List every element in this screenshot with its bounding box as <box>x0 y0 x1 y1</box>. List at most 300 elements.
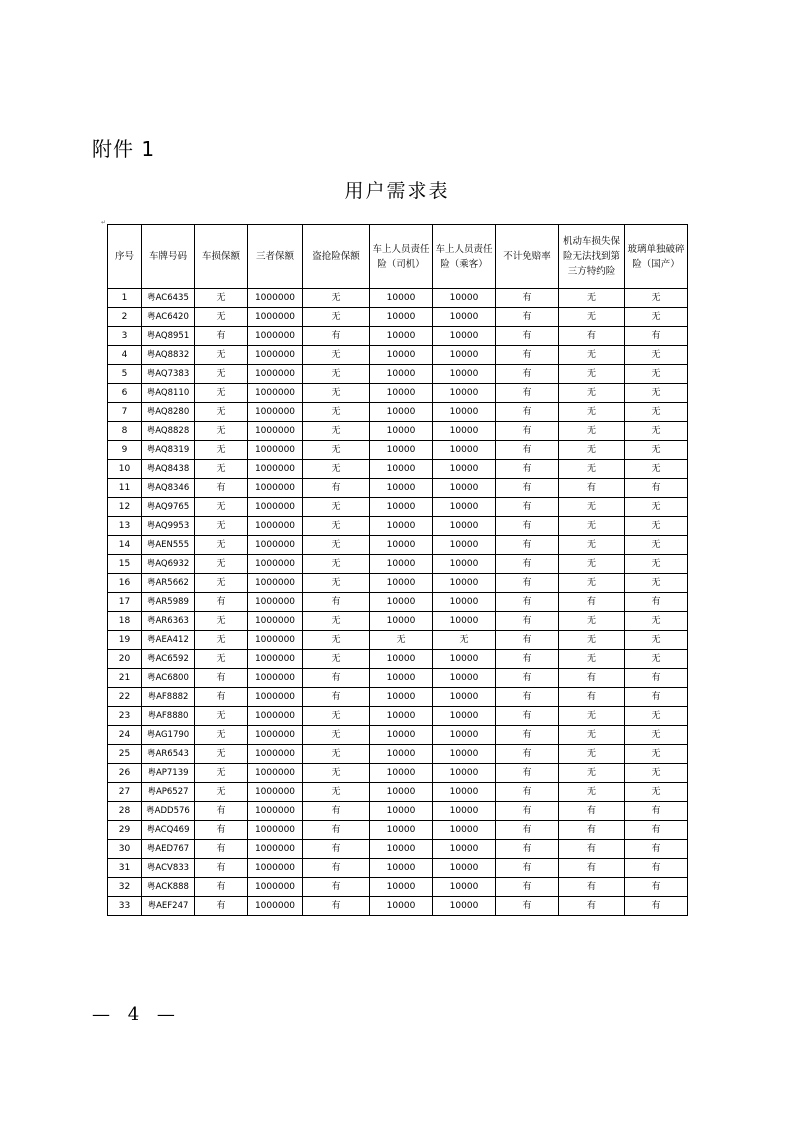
table-cell: 17 <box>108 593 142 612</box>
table-cell: 无 <box>195 707 248 726</box>
table-cell: 粤AP6527 <box>142 783 195 802</box>
table-cell: 6 <box>108 384 142 403</box>
table-cell: 10000 <box>433 745 496 764</box>
table-cell: 10000 <box>370 498 433 517</box>
column-header: 不计免赔率 <box>496 225 559 289</box>
table-cell: 8 <box>108 422 142 441</box>
table-cell: 10000 <box>370 650 433 669</box>
table-row <box>108 783 688 802</box>
table-cell: 2 <box>108 308 142 327</box>
table-cell: 无 <box>625 612 688 631</box>
table-cell: 无 <box>303 517 370 536</box>
table-cell: 21 <box>108 669 142 688</box>
table-cell: 无 <box>303 403 370 422</box>
table-cell: 无 <box>625 365 688 384</box>
table-cell: 有 <box>496 821 559 840</box>
table-row <box>108 726 688 745</box>
table-row <box>108 574 688 593</box>
table-cell: 有 <box>496 707 559 726</box>
table-cell: 1 <box>108 289 142 308</box>
table-cell: 有 <box>303 821 370 840</box>
table-cell: 1000000 <box>248 308 303 327</box>
table-cell: 10000 <box>433 878 496 897</box>
table-row <box>108 422 688 441</box>
table-cell: 无 <box>559 536 625 555</box>
table-cell: 10000 <box>433 840 496 859</box>
table-cell: 10000 <box>370 878 433 897</box>
table-cell: 1000000 <box>248 631 303 650</box>
table-cell: 10000 <box>433 821 496 840</box>
table-row <box>108 878 688 897</box>
table-cell: 10000 <box>370 802 433 821</box>
table-cell: 10000 <box>433 859 496 878</box>
table-cell: 10000 <box>433 650 496 669</box>
table-cell: 10000 <box>433 536 496 555</box>
table-cell: 有 <box>559 669 625 688</box>
table-cell: 24 <box>108 726 142 745</box>
table-cell: 无 <box>559 365 625 384</box>
table-cell: 粤AQ8832 <box>142 346 195 365</box>
table-cell: 有 <box>496 631 559 650</box>
table-cell: 有 <box>496 365 559 384</box>
table-cell: 有 <box>195 802 248 821</box>
table-cell: 无 <box>559 289 625 308</box>
table-cell: 有 <box>195 878 248 897</box>
table-cell: 无 <box>303 365 370 384</box>
table-cell: 1000000 <box>248 403 303 422</box>
table-cell: 粤AP7139 <box>142 764 195 783</box>
table-cell: 无 <box>559 498 625 517</box>
table-cell: 无 <box>195 441 248 460</box>
table-cell: 10000 <box>433 441 496 460</box>
table-row <box>108 346 688 365</box>
column-header: 序号 <box>108 225 142 289</box>
table-cell: 有 <box>496 422 559 441</box>
table-cell: 有 <box>303 859 370 878</box>
table-cell: 粤AQ9953 <box>142 517 195 536</box>
table-cell: 26 <box>108 764 142 783</box>
table-row <box>108 802 688 821</box>
table-cell: 有 <box>559 878 625 897</box>
table-row <box>108 764 688 783</box>
table-cell: 1000000 <box>248 745 303 764</box>
table-cell: 1000000 <box>248 878 303 897</box>
column-header: 车上人员责任险（司机） <box>370 225 433 289</box>
table-cell: 10000 <box>370 441 433 460</box>
table-cell: 10000 <box>370 726 433 745</box>
table-cell: 1000000 <box>248 441 303 460</box>
table-cell: 粤AQ8110 <box>142 384 195 403</box>
table-cell: 10000 <box>370 384 433 403</box>
table-cell: 有 <box>496 669 559 688</box>
table-cell: 无 <box>195 308 248 327</box>
column-header: 盗抢险保额 <box>303 225 370 289</box>
table-cell: 无 <box>303 308 370 327</box>
table-cell: 10000 <box>433 479 496 498</box>
table-cell: 10000 <box>370 346 433 365</box>
table-row <box>108 289 688 308</box>
table-cell: 1000000 <box>248 327 303 346</box>
table-cell: 无 <box>625 555 688 574</box>
table-row <box>108 555 688 574</box>
table-cell: 有 <box>496 460 559 479</box>
table-cell: 无 <box>625 726 688 745</box>
table-cell: 30 <box>108 840 142 859</box>
table-cell: 无 <box>559 517 625 536</box>
table-cell: 无 <box>625 498 688 517</box>
table-cell: 粤AR6363 <box>142 612 195 631</box>
table-row <box>108 840 688 859</box>
table-cell: 10000 <box>433 517 496 536</box>
table-cell: 有 <box>625 840 688 859</box>
table-cell: 有 <box>496 536 559 555</box>
table-cell: 粤AQ7383 <box>142 365 195 384</box>
table-cell: 有 <box>496 403 559 422</box>
table-cell: 1000000 <box>248 650 303 669</box>
table-cell: 有 <box>195 327 248 346</box>
table-cell: 无 <box>625 346 688 365</box>
table-cell: 有 <box>559 327 625 346</box>
table-cell: 无 <box>303 764 370 783</box>
table-cell: 1000000 <box>248 593 303 612</box>
table-cell: 有 <box>496 612 559 631</box>
table-cell: 10000 <box>370 555 433 574</box>
table-cell: 无 <box>303 631 370 650</box>
table-row <box>108 498 688 517</box>
table-cell: 10000 <box>370 688 433 707</box>
table-cell: 有 <box>625 821 688 840</box>
table-cell: 12 <box>108 498 142 517</box>
table-cell: 10000 <box>433 612 496 631</box>
table-cell: 有 <box>496 783 559 802</box>
table-cell: 有 <box>496 688 559 707</box>
table-cell: 无 <box>559 346 625 365</box>
table-cell: 有 <box>625 593 688 612</box>
table-cell: 无 <box>559 460 625 479</box>
table-cell: 10000 <box>433 422 496 441</box>
table-cell: 10000 <box>370 289 433 308</box>
table-cell: 有 <box>496 840 559 859</box>
table-row <box>108 479 688 498</box>
table-cell: 1000000 <box>248 669 303 688</box>
table-cell: 有 <box>625 327 688 346</box>
page-number: — 4 — <box>92 1004 181 1025</box>
table-cell: 10000 <box>370 707 433 726</box>
table-cell: 有 <box>303 669 370 688</box>
table-cell: 无 <box>559 783 625 802</box>
table-cell: 粤AQ8346 <box>142 479 195 498</box>
table-cell: 无 <box>559 384 625 403</box>
table-cell: 无 <box>625 536 688 555</box>
table-cell: 无 <box>625 631 688 650</box>
table-cell: 无 <box>303 441 370 460</box>
table-cell: 有 <box>496 384 559 403</box>
table-row <box>108 365 688 384</box>
table-cell: 有 <box>625 802 688 821</box>
table-cell: 有 <box>496 859 559 878</box>
table-cell: 有 <box>496 346 559 365</box>
table-cell: 有 <box>496 764 559 783</box>
table-cell: 无 <box>195 517 248 536</box>
table-cell: 10000 <box>433 308 496 327</box>
table-cell: 无 <box>625 650 688 669</box>
table-cell: 31 <box>108 859 142 878</box>
column-header: 玻璃单独破碎险（国产） <box>625 225 688 289</box>
table-cell: 无 <box>195 346 248 365</box>
table-cell: 粤AEN555 <box>142 536 195 555</box>
table-cell: 无 <box>303 289 370 308</box>
table-cell: 27 <box>108 783 142 802</box>
table-cell: 1000000 <box>248 517 303 536</box>
table-cell: 18 <box>108 612 142 631</box>
table-cell: 无 <box>559 441 625 460</box>
table-cell: 无 <box>303 707 370 726</box>
table-cell: 9 <box>108 441 142 460</box>
table-cell: 有 <box>496 479 559 498</box>
table-cell: 1000000 <box>248 612 303 631</box>
table-cell: 无 <box>559 745 625 764</box>
table-row <box>108 821 688 840</box>
table-cell: 1000000 <box>248 840 303 859</box>
table-cell: 有 <box>625 878 688 897</box>
table-cell: 10000 <box>433 707 496 726</box>
table-cell: 1000000 <box>248 802 303 821</box>
table-cell: 1000000 <box>248 460 303 479</box>
table-cell: 10000 <box>370 365 433 384</box>
table-cell: 无 <box>303 574 370 593</box>
table-cell: 10000 <box>433 764 496 783</box>
table-cell: 10000 <box>370 536 433 555</box>
table-cell: 无 <box>195 460 248 479</box>
table-cell: 1000000 <box>248 764 303 783</box>
table-cell: 无 <box>625 707 688 726</box>
table-cell: 无 <box>625 289 688 308</box>
table-cell: 粤AC6435 <box>142 289 195 308</box>
table-cell: 无 <box>625 308 688 327</box>
table-cell: 无 <box>195 745 248 764</box>
table-cell: 无 <box>559 308 625 327</box>
table-cell: 无 <box>303 555 370 574</box>
table-cell: 1000000 <box>248 859 303 878</box>
table-cell: 粤AQ8280 <box>142 403 195 422</box>
table-cell: 10000 <box>370 783 433 802</box>
table-cell: 10000 <box>433 403 496 422</box>
table-cell: 10000 <box>370 764 433 783</box>
table-cell: 无 <box>625 517 688 536</box>
table-cell: 有 <box>195 821 248 840</box>
table-cell: 粤AQ6932 <box>142 555 195 574</box>
table-cell: 无 <box>303 498 370 517</box>
table-cell: 7 <box>108 403 142 422</box>
table-row <box>108 536 688 555</box>
table-cell: 无 <box>195 422 248 441</box>
table-cell: 粤AR6543 <box>142 745 195 764</box>
table-cell: 10000 <box>370 669 433 688</box>
table-cell: 粤AEA412 <box>142 631 195 650</box>
table-cell: 有 <box>559 688 625 707</box>
table-cell: 11 <box>108 479 142 498</box>
table-cell: 无 <box>303 346 370 365</box>
table-cell: 1000000 <box>248 536 303 555</box>
table-cell: 有 <box>195 669 248 688</box>
table-cell: 粤AQ8951 <box>142 327 195 346</box>
table-cell: 1000000 <box>248 707 303 726</box>
table-cell: 有 <box>559 840 625 859</box>
table-cell: 13 <box>108 517 142 536</box>
table-cell: 无 <box>625 422 688 441</box>
table-cell: 10000 <box>370 574 433 593</box>
table-cell: 有 <box>559 802 625 821</box>
table-cell: 无 <box>195 403 248 422</box>
table-cell: 19 <box>108 631 142 650</box>
table-row <box>108 517 688 536</box>
table-row <box>108 707 688 726</box>
table-cell: 无 <box>195 574 248 593</box>
table-cell: 10000 <box>370 821 433 840</box>
paragraph-mark: ↵ <box>101 219 107 226</box>
table-cell: 无 <box>559 650 625 669</box>
table-cell: 无 <box>303 384 370 403</box>
table-cell: 无 <box>195 726 248 745</box>
table-cell: 无 <box>303 536 370 555</box>
table-cell: 10000 <box>433 555 496 574</box>
table-row <box>108 460 688 479</box>
table-cell: 无 <box>303 745 370 764</box>
table-cell: 10000 <box>433 346 496 365</box>
table-cell: 10000 <box>433 498 496 517</box>
table-cell: 粤AF8880 <box>142 707 195 726</box>
table-cell: 有 <box>559 593 625 612</box>
table-cell: 有 <box>496 289 559 308</box>
table-cell: 有 <box>195 859 248 878</box>
table-cell: 1000000 <box>248 384 303 403</box>
table-cell: 有 <box>303 593 370 612</box>
table-row <box>108 403 688 422</box>
table-cell: 4 <box>108 346 142 365</box>
table-cell: 无 <box>625 384 688 403</box>
table-cell: 10000 <box>433 802 496 821</box>
table-row <box>108 859 688 878</box>
table-cell: 无 <box>195 631 248 650</box>
table-cell: 10000 <box>370 612 433 631</box>
table-cell: 粤AQ8319 <box>142 441 195 460</box>
table-cell: 有 <box>496 308 559 327</box>
table-cell: 有 <box>303 897 370 916</box>
table-cell: 29 <box>108 821 142 840</box>
table-row <box>108 384 688 403</box>
table-cell: 粤AC6592 <box>142 650 195 669</box>
table-cell: 粤AR5989 <box>142 593 195 612</box>
table-body <box>108 289 688 916</box>
column-header: 三者保额 <box>248 225 303 289</box>
table-cell: 22 <box>108 688 142 707</box>
table-cell: 10000 <box>370 403 433 422</box>
table-cell: 无 <box>195 783 248 802</box>
table-cell: 1000000 <box>248 346 303 365</box>
table-cell: 16 <box>108 574 142 593</box>
table-cell: 无 <box>559 764 625 783</box>
table-cell: 无 <box>303 783 370 802</box>
table-cell: 有 <box>496 555 559 574</box>
table-cell: 粤AED767 <box>142 840 195 859</box>
column-header: 车上人员责任险（乘客） <box>433 225 496 289</box>
table-cell: 无 <box>195 498 248 517</box>
table-cell: 有 <box>303 878 370 897</box>
table-cell: 1000000 <box>248 498 303 517</box>
table-cell: 无 <box>303 422 370 441</box>
table-cell: 有 <box>303 688 370 707</box>
table-cell: 无 <box>559 612 625 631</box>
table-cell: 1000000 <box>248 289 303 308</box>
table-cell: 粤AQ8828 <box>142 422 195 441</box>
table-cell: 有 <box>625 688 688 707</box>
table-cell: 10000 <box>370 745 433 764</box>
table-cell: 10000 <box>433 897 496 916</box>
table-cell: 1000000 <box>248 422 303 441</box>
table-cell: 无 <box>559 631 625 650</box>
table-cell: 无 <box>303 650 370 669</box>
table-cell: 无 <box>625 441 688 460</box>
table-cell: 有 <box>496 650 559 669</box>
table-cell: 粤ACQ469 <box>142 821 195 840</box>
table-cell: 无 <box>559 403 625 422</box>
table-cell: 10000 <box>433 289 496 308</box>
table-cell: 32 <box>108 878 142 897</box>
page-title: 用户需求表 <box>344 180 450 202</box>
table-cell: 无 <box>625 460 688 479</box>
table-cell: 有 <box>496 897 559 916</box>
table-cell: 无 <box>303 612 370 631</box>
table-row <box>108 308 688 327</box>
table-cell: 无 <box>559 707 625 726</box>
table-cell: 10000 <box>433 460 496 479</box>
table-cell: 粤AG1790 <box>142 726 195 745</box>
table-cell: 10000 <box>370 308 433 327</box>
table-cell: 有 <box>496 517 559 536</box>
table-cell: 无 <box>625 764 688 783</box>
table-cell: 10000 <box>370 593 433 612</box>
table-cell: 1000000 <box>248 726 303 745</box>
table-cell: 无 <box>195 650 248 669</box>
table-cell: 无 <box>195 555 248 574</box>
table-cell: 10000 <box>433 783 496 802</box>
table-cell: 有 <box>195 593 248 612</box>
table-cell: 1000000 <box>248 821 303 840</box>
table-row <box>108 612 688 631</box>
table-cell: 10000 <box>433 726 496 745</box>
table-row <box>108 745 688 764</box>
table-cell: 1000000 <box>248 479 303 498</box>
table-cell: 10000 <box>370 859 433 878</box>
table-row <box>108 593 688 612</box>
table-row <box>108 688 688 707</box>
table-cell: 有 <box>559 897 625 916</box>
table-cell: 1000000 <box>248 897 303 916</box>
table-cell: 15 <box>108 555 142 574</box>
table-cell: 无 <box>625 783 688 802</box>
table-cell: 无 <box>625 574 688 593</box>
attachment-label: 附件 1 <box>92 137 156 161</box>
table-cell: 10000 <box>433 365 496 384</box>
table-cell: 有 <box>559 859 625 878</box>
table-cell: 有 <box>303 840 370 859</box>
table-cell: 10000 <box>370 840 433 859</box>
table-cell: 10000 <box>370 897 433 916</box>
table-cell: 粤AF8882 <box>142 688 195 707</box>
table-cell: 10000 <box>433 327 496 346</box>
table-cell: 无 <box>370 631 433 650</box>
table-cell: 无 <box>195 289 248 308</box>
